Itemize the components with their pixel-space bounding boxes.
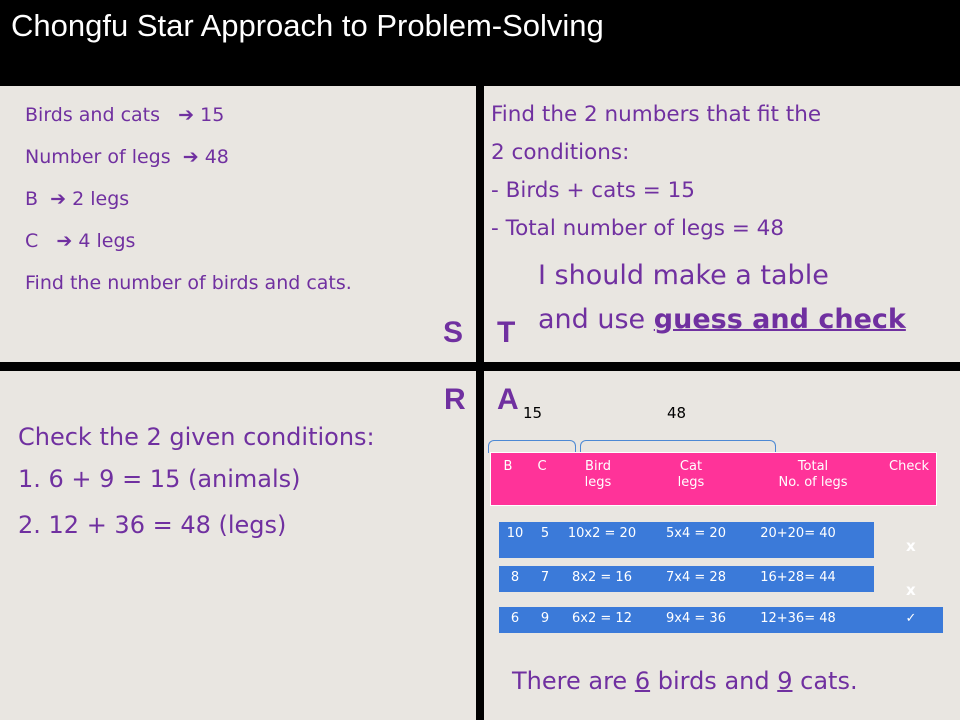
s-line-3 xyxy=(25,188,129,210)
answer-cats: 9 xyxy=(777,667,793,695)
answer-suffix: cats. xyxy=(792,667,858,695)
horizontal-divider xyxy=(0,362,960,371)
arrow-icon: ➔ xyxy=(56,230,73,252)
row1-check: x xyxy=(906,537,916,555)
s-line-4-label: C xyxy=(25,230,39,252)
header-bird-legs: Bird legs xyxy=(584,459,612,490)
row1-c: 5 xyxy=(540,526,550,541)
row3-c: 9 xyxy=(540,611,550,626)
r-item-1: 1. 6 + 9 = 15 (animals) xyxy=(18,465,301,493)
table-row xyxy=(499,522,874,558)
brace-label-15: 15 xyxy=(523,404,543,422)
row1-b: 10 xyxy=(506,526,524,541)
s-panel xyxy=(0,86,476,362)
s-line-2-value: 48 xyxy=(204,146,229,168)
t-line-1: Find the 2 numbers that fit the xyxy=(491,102,822,127)
t-panel xyxy=(484,86,960,362)
s-line-3-value: 2 legs xyxy=(72,188,130,210)
s-line-2 xyxy=(25,146,229,168)
arrow-icon: ➔ xyxy=(178,104,195,126)
row3-b: 6 xyxy=(510,611,520,626)
arrow-icon: ➔ xyxy=(50,188,67,210)
label-r: R xyxy=(444,383,466,416)
row2-cat-legs: 7x4 = 28 xyxy=(666,570,726,585)
row2-total: 16+28= 44 xyxy=(760,570,836,585)
t-plan-prefix: and use xyxy=(538,304,654,335)
header-c: C xyxy=(537,459,547,474)
label-s: S xyxy=(443,316,464,349)
row3-total: 12+36= 48 xyxy=(760,611,836,626)
t-plan-line-2 xyxy=(538,304,906,335)
answer-sentence xyxy=(512,667,858,695)
answer-prefix: There are xyxy=(512,667,635,695)
t-line-3: - Birds + cats = 15 xyxy=(491,178,695,203)
t-line-4: - Total number of legs = 48 xyxy=(491,216,785,241)
label-a: A xyxy=(497,383,519,416)
row1-cat-legs: 5x4 = 20 xyxy=(666,526,726,541)
s-line-4-value: 4 legs xyxy=(78,230,136,252)
header-b: B xyxy=(503,459,513,474)
brace-label-48: 48 xyxy=(667,404,687,422)
row3-bird-legs: 6x2 = 12 xyxy=(572,611,632,626)
r-item-2: 2. 12 + 36 = 48 (legs) xyxy=(18,511,287,539)
header-check: Check xyxy=(889,459,929,474)
s-line-3-label: B xyxy=(25,188,39,210)
arrow-icon: ➔ xyxy=(182,146,199,168)
label-t: T xyxy=(497,316,516,349)
t-plan-line-1: I should make a table xyxy=(538,260,829,291)
header-cat-legs: Cat legs xyxy=(677,459,705,490)
row2-b: 8 xyxy=(510,570,520,585)
s-line-1-label: Birds and cats xyxy=(25,104,161,126)
row3-check: ✓ xyxy=(905,611,917,626)
r-heading: Check the 2 given conditions: xyxy=(18,423,375,451)
table-row xyxy=(499,566,874,592)
title-bar xyxy=(0,0,960,86)
t-line-2: 2 conditions: xyxy=(491,140,630,165)
row2-c: 7 xyxy=(540,570,550,585)
s-line-1 xyxy=(25,104,224,126)
row2-bird-legs: 8x2 = 16 xyxy=(572,570,632,585)
slide-title: Chongfu Star Approach to Problem-Solving xyxy=(11,8,604,43)
row2-check: x xyxy=(906,581,916,599)
s-line-4 xyxy=(25,230,135,252)
s-line-5: Find the number of birds and cats. xyxy=(25,272,352,294)
guess-and-check-emphasis: guess and check xyxy=(653,304,906,335)
table-row xyxy=(499,607,943,633)
answer-birds: 6 xyxy=(634,667,651,695)
s-line-1-value: 15 xyxy=(200,104,225,126)
r-panel xyxy=(0,371,476,720)
vertical-divider xyxy=(476,86,484,720)
s-line-2-label: Number of legs xyxy=(25,146,171,168)
table-header xyxy=(490,452,937,506)
row3-cat-legs: 9x4 = 36 xyxy=(666,611,726,626)
answer-mid: birds and xyxy=(650,667,778,695)
header-total-legs: Total No. of legs xyxy=(778,459,848,490)
a-panel xyxy=(484,371,960,720)
row1-bird-legs: 10x2 = 20 xyxy=(567,526,637,541)
row1-total: 20+20= 40 xyxy=(760,526,836,541)
